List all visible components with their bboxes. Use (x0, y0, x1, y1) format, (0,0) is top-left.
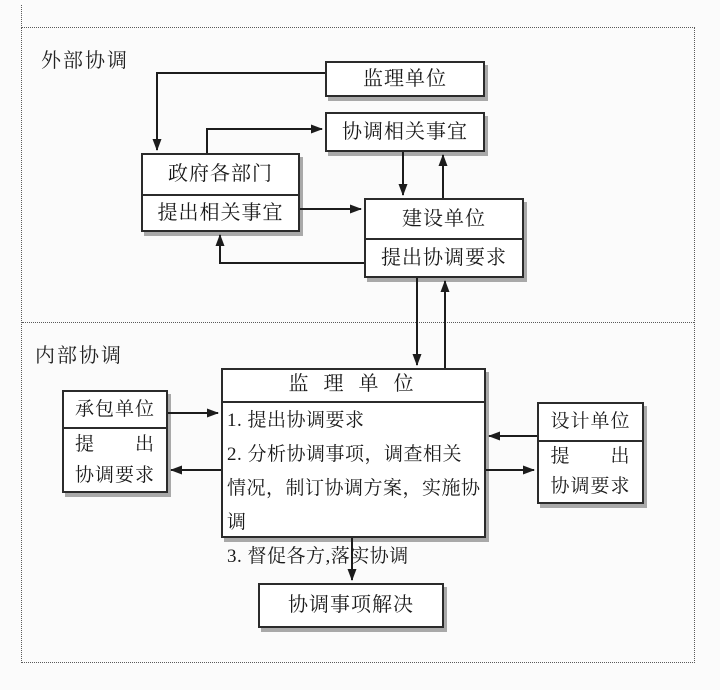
box-resolved (258, 583, 444, 628)
box-designer (537, 402, 644, 504)
box-designer-body-line2: 协调要求 (550, 476, 631, 497)
box-contractor-body-line1: 提 出 (74, 434, 155, 455)
section-divider-dotted-line (22, 322, 694, 323)
box-supervisor-main-title: 监 理 单 位 (223, 370, 484, 403)
box-designer-body-line1: 提 出 (550, 446, 631, 467)
box-contractor-body-line2: 协调要求 (74, 465, 155, 486)
box-designer-title: 设计单位 (550, 411, 631, 432)
supervisor-task-2: 2. 分析协调事项，调查相关情况，制订协调方案，实施协调 (227, 444, 481, 533)
border-top-left-tick (21, 5, 22, 28)
box-government-title: 政府各部门 (168, 163, 273, 185)
box-supervisor-main-list (223, 403, 484, 574)
external-section-label: 外部协调 (41, 50, 129, 72)
supervisor-task-3: 3. 督促各方,落实协调 (227, 546, 409, 567)
box-designer-body (539, 440, 642, 502)
box-government (141, 153, 300, 232)
box-supervisor-main (221, 368, 486, 567)
box-construction-title: 建设单位 (402, 208, 486, 230)
box-construction-subtitle: 提出协调要求 (366, 238, 522, 276)
internal-section-label: 内部协调 (35, 345, 123, 367)
box-construction (364, 198, 524, 278)
box-related-matters-title: 协调相关事宜 (342, 121, 468, 143)
box-resolved-title: 协调事项解决 (288, 594, 414, 616)
box-related-matters (325, 112, 485, 152)
supervisor-task-1: 1. 提出协调要求 (227, 410, 365, 431)
box-contractor-body (64, 427, 166, 491)
box-government-subtitle: 提出相关事宜 (143, 194, 298, 230)
box-contractor-title: 承包单位 (74, 399, 155, 420)
box-supervisor-top-title: 监理单位 (363, 68, 447, 90)
box-contractor (62, 390, 168, 493)
box-supervisor-top (325, 61, 485, 97)
